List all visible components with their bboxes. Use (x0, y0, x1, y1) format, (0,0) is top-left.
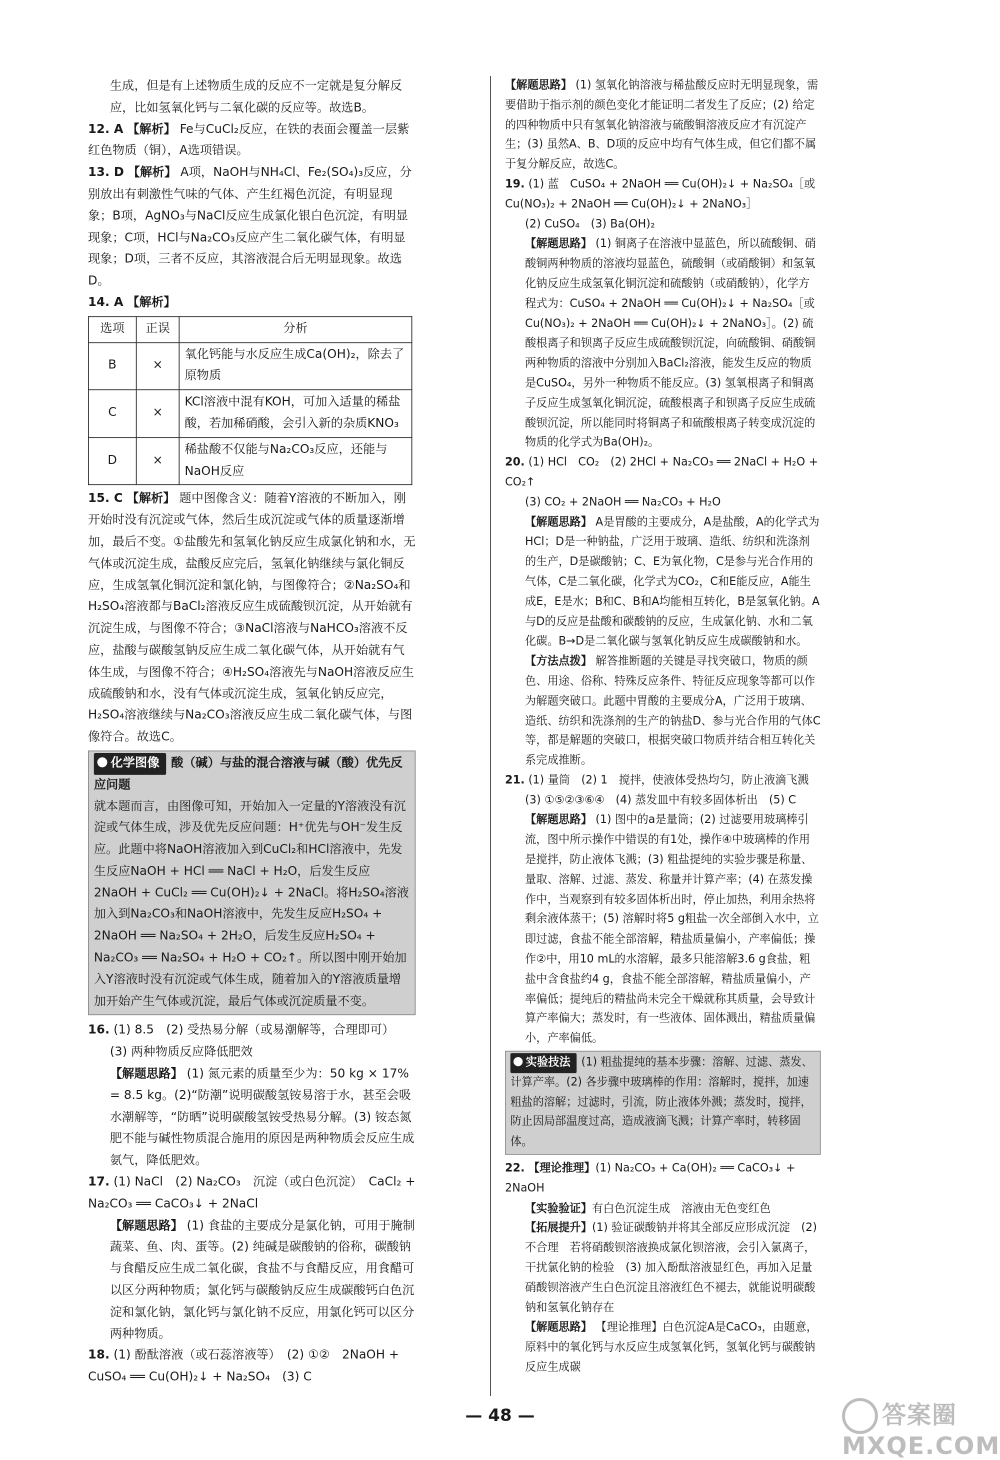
section-tag: 【拓展提升】 (525, 1222, 593, 1235)
answer-text: (1) Na₂CO₃ + Ca(OH)₂ ══ CaCO₃↓ + 2NaOH (505, 1162, 796, 1195)
answer-paragraph (88, 119, 416, 162)
answer-paragraph (88, 1021, 416, 1043)
table-header: 分析 (179, 316, 412, 342)
answer-paragraph (88, 1216, 416, 1346)
answer-text: (1) 图中的a是量筒；(2) 过滤要用玻璃棒引流，图中所示操作中错误的有1处，操作④中玻璃棒的作用是搅拌，防止液体飞溅；(3) 粗盐提纯的实验步骤是称量、量取、溶解、过滤、蒸发、称量并计算产率；(4) 在蒸发操作中，当观察到有较多固体析出时，停止加热，利用余热将剩余液体蒸干；(5) 溶解时将5 g粗盐一次全部倒入水中，立即过滤，食盐不能全部溶解，精盐质量偏小，产率偏低；操作②中，用10 mL的水溶解，最多只能溶解3.6 g食盐，粗盐中含食盐约4 g，食盐不能全部溶解，精盐质量偏小，产率偏低；提纯后的精盐尚未完全干燥就称其质量，会导致计算产率偏大；蒸发时，有一些液体、固体溅出，精盐质量偏小，产率偏低。 (525, 814, 819, 1045)
left-column (88, 76, 416, 1389)
answer-text: (1) 酚酞溶液（或石蕊溶液等） (2) ①② 2NaOH + CuSO₄ ══ Cu(OH)₂↓ + Na₂SO₄ (3) C (88, 1348, 400, 1385)
answer-text: A是胃酸的主要成分，A是盐酸，A的化学式为HCl；D是一种钠盐，广泛用于玻璃、造纸、纺织和洗涤剂的生产，D是碳酸钠；C、E为氧化物，C是参与光合作用的气体，C是二氧化碳，化学式为CO₂，C和E能反应，A能生成E，E是水；B和C、B和A均能相互转化，B是氢氧化钠。A与D的反应是盐酸和碳酸钠的反应，生成氯化钠、水和二氧化碳。B→D是二氧化碳与氢氧化钠反应生成碳酸钠和水。 (525, 516, 820, 648)
section-tag: 【解题思路】 (525, 814, 593, 827)
answer-paragraph (505, 76, 821, 175)
section-tag: 【解析】 (127, 166, 177, 180)
section-tag: 【解题思路】 (525, 516, 593, 529)
table-header: 正误 (136, 316, 179, 342)
answer-paragraph (505, 453, 821, 493)
tip-box-text: 就本题而言，由图像可知，开始加入一定量的Y溶液没有沉淀或气体生成，涉及优先反应问题：H⁺优先与OH⁻发生反应。此题中将NaOH溶液加入到CuCl₂和HCl溶液中，先发生反应NaOH + HCl ══ NaCl + H₂O，后发生反应2NaOH + CuCl₂ ══ Cu(OH)₂↓ + 2NaCl。将H₂SO₄溶液加入到Na₂CO₃和NaOH溶液中，先发生反应H₂SO₄ + 2NaOH ══ Na₂SO₄ + 2H₂O，后发生反应H₂SO₄ + Na₂CO₃ ══ Na₂SO₄ + H₂O + CO₂↑。所以图中刚开始加入Y溶液时没有沉淀或气体生成，随着加入的Y溶液质量增加开始产生气体或沉淀，最后气体或沉淀质量不变。 (93, 799, 409, 1009)
answer-text: 解答推断题的关键是寻找突破口，物质的颜色、用途、俗称、特殊反应条件、特征反应现象等都可以作为解题突破口。此题中胃酸的主要成分A，广泛用于玻璃、造纸、纺织和洗涤剂的生产的钠盐D、参与光合作用的气体C等，都是解题的突破口，根据突破口物质并结合相互转化关系完成推断。 (525, 655, 821, 767)
question-number: 19. (505, 178, 525, 191)
answer-text: (3) 两种物质反应降低肥效 (109, 1045, 253, 1060)
question-number: 17. (88, 1175, 110, 1190)
right-column (505, 76, 821, 1378)
answer-paragraph (88, 1172, 416, 1215)
tip-box-title (94, 753, 166, 775)
table-cell: 氧化钙能与水反应生成Ca(OH)₂，除去了原物质 (179, 342, 412, 390)
question-number: 22. (505, 1162, 525, 1175)
section-tag: 【实验验证】 (525, 1202, 593, 1215)
answer-paragraph (88, 76, 416, 119)
section-tag: 【解题思路】 (505, 79, 572, 92)
answer-paragraph (505, 1199, 821, 1219)
answer-paragraph (505, 811, 821, 1049)
answer-paragraph (88, 163, 416, 293)
lightbulb-icon (513, 1057, 522, 1066)
question-number: 21. (505, 774, 525, 787)
question-number: 12. A (88, 122, 124, 137)
answer-text: (1) 铜离子在溶液中显蓝色，所以硫酸铜、硝酸铜两种物质的溶液均显蓝色，硫酸铜（或硝酸铜）和氢氧化钠反应生成氢氧化铜沉淀和硫酸钠（或硝酸钠），化学方程式为：CuSO₄ + 2NaOH ══ Cu(OH)₂↓ + Na₂SO₄［或Cu(NO₃)₂ + 2NaOH ══ Cu(OH)₂↓ + 2NaNO₃］。(2) 硫酸根离子和钡离子反应生成硫酸钡沉淀，向硫酸铜、硝酸铜两种物质的溶液中分别加入BaCl₂溶液，能发生反应的物质是CuSO₄，另外一种物质不能反应。(3) 氢氧根离子和铜离子反应生成氢氧化铜沉淀，硫酸根离子和钡离子反应生成硫酸钡沉淀，所以能同时将铜离子和硫酸根离子转变成沉淀的物质的化学式为Ba(OH)₂。 (525, 237, 816, 449)
answer-text: (2) CuSO₄ (3) Ba(OH)₂ (525, 218, 656, 231)
answer-paragraph (88, 293, 416, 315)
answer-paragraph (505, 1318, 821, 1378)
table-cell: × (136, 390, 179, 438)
table-header: 选项 (88, 316, 136, 342)
section-tag: 【解题思路】 (525, 1321, 593, 1334)
answer-text: Fe与CuCl₂反应，在铁的表面会覆盖一层紫红色物质（铜），A选项错误。 (88, 122, 410, 158)
answer-paragraph (88, 1042, 416, 1064)
section-tag: 【解析】 (127, 296, 176, 310)
answer-text: (1) HCl CO₂ (2) 2HCl + Na₂CO₃ ══ 2NaCl + H₂O + CO₂↑ (505, 456, 819, 489)
tip-box-title (510, 1053, 576, 1073)
answer-text: (3) CO₂ + 2NaOH ══ Na₂CO₃ + H₂O (525, 496, 721, 509)
answer-paragraph (505, 493, 821, 513)
section-tag: 【方法点拨】 (525, 655, 593, 668)
answer-paragraph (505, 513, 821, 652)
answer-text: (1) 食盐的主要成分是氯化钠，可用于腌制蔬菜、鱼、肉、蛋等。(2) 纯碱是碳酸钠的俗称，碳酸钠与食醋反应生成二氧化碳，食盐不与食醋反应，用食醋可以区分两种物质；氯化钙与碳酸钠反应生成碳酸钙白色沉淀和氯化钠，氯化钙与氯化钠不反应，用氯化钙可以区分两种物质。 (109, 1218, 415, 1341)
answer-paragraph (505, 215, 821, 235)
tip-box-title-text: 化学图像 (110, 756, 160, 770)
table-cell: C (88, 390, 136, 438)
table-cell: B (88, 342, 136, 390)
section-tag: 【理论推理】 (528, 1162, 596, 1175)
question-number: 14. A (88, 296, 124, 310)
table-cell: 稀盐酸不仅能与Na₂CO₃反应，还能与NaOH反应 (179, 437, 412, 485)
section-tag: 【解析】 (127, 122, 176, 137)
answer-text: (1) 氢氧化钠溶液与稀盐酸反应时无明显现象，需要借助于指示剂的颜色变化才能证明二者发生了反应；(2) 给定的四种物质中只有氢氧化钠溶液与硫酸铜溶液反应才有沉淀产生；(3) 虽然A、B、D项的反应中均有气体生成，但它们都不属于复分解反应，故选C。 (505, 79, 819, 171)
answer-paragraph (505, 1219, 821, 1318)
answer-text: (1) 量筒 (2) 1 搅拌，使液体受热均匀，防止液滴飞溅 (528, 774, 809, 787)
answer-text: (1) 8.5 (2) 受热易分解（或易潮解等，合理即可） (113, 1023, 395, 1038)
answer-paragraph (505, 175, 821, 215)
answer-paragraph (88, 489, 416, 749)
answer-text: 有白色沉淀生成 溶液由无色变红色 (592, 1202, 771, 1215)
answer-text: 生成，但是有上述物质生成的反应不一定就是复分解反应，比如氢氧化钙与二氧化碳的反应等。故选B。 (109, 79, 403, 115)
answer-text: 【理论推理】白色沉淀A是CaCO₃，由题意，原料中的氧化钙与水反应生成氢氧化钙，氢氧化钙与碳酸钠反应生成碳 (525, 1321, 818, 1374)
box1-tip-box (88, 750, 416, 1015)
answer-paragraph (88, 1064, 416, 1172)
table-cell: D (88, 437, 136, 485)
answer-paragraph (505, 652, 821, 771)
answer-text: 题中图像含义：随着Y溶液的不断加入，刚开始时没有沉淀或气体，然后生成沉淀或气体的质量逐渐增加，最后不变。①盐酸先和氢氧化钠反应生成氯化钠和水，无气体或沉淀生成，盐酸反应完后，氢氧化钠继续与氯化铜反应，生成氢氧化铜沉淀和氯化钠，与图像符合；②Na₂SO₄和H₂SO₄溶液都与BaCl₂溶液反应生成硫酸钡沉淀，从开始就有沉淀生成，与图像不符合；③NaCl溶液与NaHCO₃溶液不反应，盐酸与碳酸氢钠反应生成二氧化碳气体，从开始就有气体生成，与图像不符合；④H₂SO₄溶液先与NaOH溶液反应生成硫酸钠和水，没有气体或沉淀生成，氢氧化钠反应完，H₂SO₄溶液继续与Na₂CO₃溶液反应生成二氧化碳气体，与图像符合。故选C。 (88, 492, 416, 744)
section-tag: 【解题思路】 (109, 1067, 183, 1081)
lightbulb-icon (97, 757, 107, 767)
analysis-table (88, 316, 412, 485)
answer-paragraph (505, 771, 821, 791)
table-row (88, 390, 411, 438)
tip-box-subtitle: 酸（碱）与盐的混合溶液与碱（酸）优先反应问题 (93, 756, 403, 792)
section-tag: 【解析】 (126, 492, 176, 506)
watermark-logo (842, 1398, 1000, 1460)
answer-paragraph (505, 1159, 821, 1199)
answer-text: (1) 验证碳酸钠并将其全部反应形成沉淀 (2) 不合理 若将硝酸钡溶液换成氯化钡溶液，会引入氯离子，干扰氯化钠的检验 (3) 加入酚酞溶液显红色，再加入足量硝酸钡溶液产生白色沉淀且溶液红色不褪去，就能说明碳酸钠和氢氧化钠存在 (525, 1222, 817, 1314)
answer-text: (3) ①⑤②③⑥④ (4) 蒸发皿中有较多固体析出 (5) C (525, 794, 797, 807)
table-row (88, 342, 411, 390)
question-number: 16. (88, 1023, 110, 1038)
answer-paragraph (88, 1346, 416, 1389)
table-cell: KCl溶液中混有KOH，可加入适量的稀盐酸，若加稀硝酸，会引入新的杂质KNO₃ (179, 390, 412, 438)
question-number: 20. (505, 456, 525, 469)
section-tag: 【解题思路】 (525, 237, 593, 251)
section-tag: 【解题思路】 (109, 1218, 183, 1233)
answer-text: (1) 蓝 CuSO₄ + 2NaOH ══ Cu(OH)₂↓ + Na₂SO₄［或Cu(NO₃)₂ + 2NaOH ══ Cu(OH)₂↓ + 2NaNO₃］ (505, 178, 816, 211)
page-number: — 48 — (465, 1406, 535, 1426)
table-row (88, 437, 411, 485)
answer-text: (1) 氮元素的质量至少为：50 kg × 17% = 8.5 kg。(2)“防潮”说明碳酸氢铵易溶于水，甚至会吸水潮解等，“防晒”说明碳酸氢铵受热易分解。(3) 铵态氮肥不能与碱性物质混合施用的原因是两种物质会反应生成氨气，降低肥效。 (109, 1067, 415, 1168)
tip-box-text: (1) 粗盐提纯的基本步骤：溶解、过滤、蒸发、计算产率。(2) 各步骤中玻璃棒的作用：溶解时，搅拌，加速粗盐的溶解；过滤时，引流，防止液体外溅；蒸发时，搅拌，防止因局部温度过高，造成液滴飞溅；计算产率时，转移固体。 (510, 1056, 813, 1149)
answer-text: A项，NaOH与NH₄Cl、Fe₂(SO₄)₃反应，分别放出有刺激性气味的气体、产生红褐色沉淀，有明显现象；B项，AgNO₃与NaCl反应生成氯化银白色沉淀，有明显现象；C项，HCl与Na₂CO₃反应产生二氧化碳气体，有明显现象；D项，三者不反应，其溶液混合后无明显现象。故选D。 (88, 166, 412, 288)
watermark-text: 答案圈 MXQE.COM (842, 1401, 1000, 1460)
question-number: 15. C (88, 492, 123, 506)
box2-tip-box (505, 1051, 821, 1155)
question-number: 13. D (88, 166, 124, 180)
question-number: 18. (88, 1348, 110, 1363)
answer-text: (1) NaCl (2) Na₂CO₃ 沉淀（或白色沉淀） CaCl₂ + Na₂CO₃ ══ CaCO₃↓ + 2NaCl (88, 1175, 416, 1211)
table-cell: × (136, 342, 179, 390)
answer-paragraph (505, 791, 821, 811)
watermark-seal-icon (842, 1398, 878, 1434)
column-divider (490, 76, 491, 1396)
answer-paragraph (505, 235, 821, 453)
table-cell: × (136, 437, 179, 485)
tip-box-title-text: 实验技法 (525, 1056, 571, 1069)
